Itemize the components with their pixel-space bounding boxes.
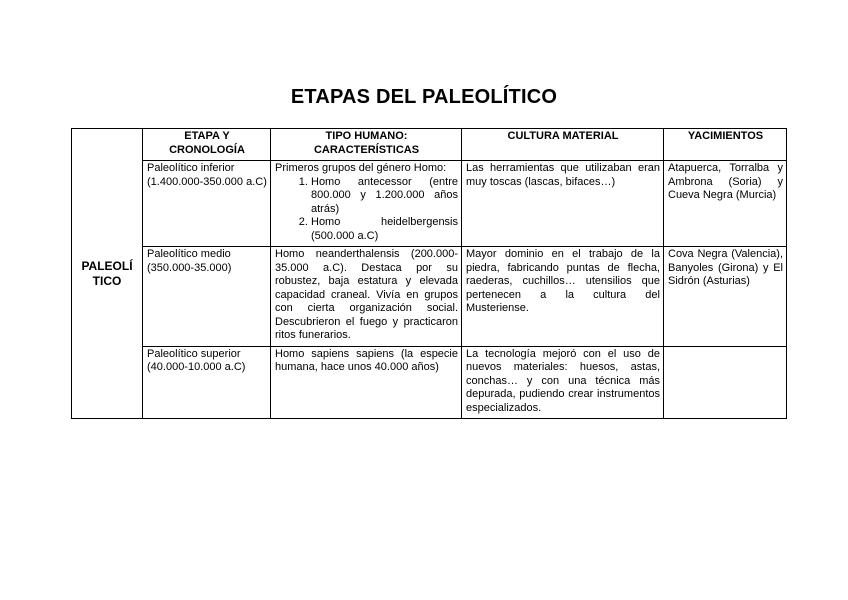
human-type-cell: Homo neanderthalensis (200.000-35.000 a.C). Destaca por su robustez, baja estatura y elevada capacidad craneal. Vivía en grupos con cierta organización social. Descubrieron el fuego y practicaron ritos funerarios.	[271, 247, 462, 347]
header-human-type: TIPO HUMANO: CARACTERÍSTICAS	[271, 129, 462, 161]
stage-cell: Paleolítico medio (350.000-35.000)	[143, 247, 271, 347]
human-type-cell	[271, 161, 462, 247]
period-cell: PALEOLÍTICO	[72, 129, 143, 419]
culture-cell: La tecnología mejoró con el uso de nuevos materiales: huesos, astas, conchas… y con una técnica más depurada, pudiendo crear instrumentos especializados.	[462, 346, 664, 419]
stage-cell: Paleolítico superior (40.000-10.000 a.C)	[143, 346, 271, 419]
sites-cell: Atapuerca, Torralba y Ambrona (Soria) y Cueva Negra (Murcia)	[664, 161, 787, 247]
paleolithic-table	[71, 128, 787, 419]
sites-cell: Cova Negra (Valencia), Banyoles (Girona) y El Sidrón (Asturias)	[664, 247, 787, 347]
culture-cell: Mayor dominio en el trabajo de la piedra, fabricando puntas de flecha, raederas, cuchillos… utensilios que pertenecen a la cultura del Musteriense.	[462, 247, 664, 347]
table-row-middle	[72, 247, 787, 347]
table-header-row	[72, 129, 787, 161]
table-row-lower	[72, 161, 787, 247]
header-culture: CULTURA MATERIAL	[462, 129, 664, 161]
list-item: 2. Homo heidelbergensis (500.000 a.C)	[311, 216, 458, 243]
culture-cell: Las herramientas que utilizaban eran muy toscas (lascas, bifaces…)	[462, 161, 664, 247]
stage-cell: Paleolítico inferior (1.400.000-350.000 a.C)	[143, 161, 271, 247]
sites-cell	[664, 346, 787, 419]
page-title: ETAPAS DEL PALEOLÍTICO	[290, 86, 558, 108]
header-stage: ETAPA Y CRONOLOGÍA	[143, 129, 271, 161]
human-type-list	[275, 176, 458, 244]
human-type-intro: Primeros grupos del género Homo:	[275, 162, 447, 174]
table-row-upper	[72, 346, 787, 419]
header-sites: YACIMIENTOS	[664, 129, 787, 161]
human-type-cell: Homo sapiens sapiens (la especie humana, hace unos 40.000 años)	[271, 346, 462, 419]
list-item: 1. Homo antecessor (entre 800.000 y 1.200.000 años atrás)	[311, 176, 458, 217]
